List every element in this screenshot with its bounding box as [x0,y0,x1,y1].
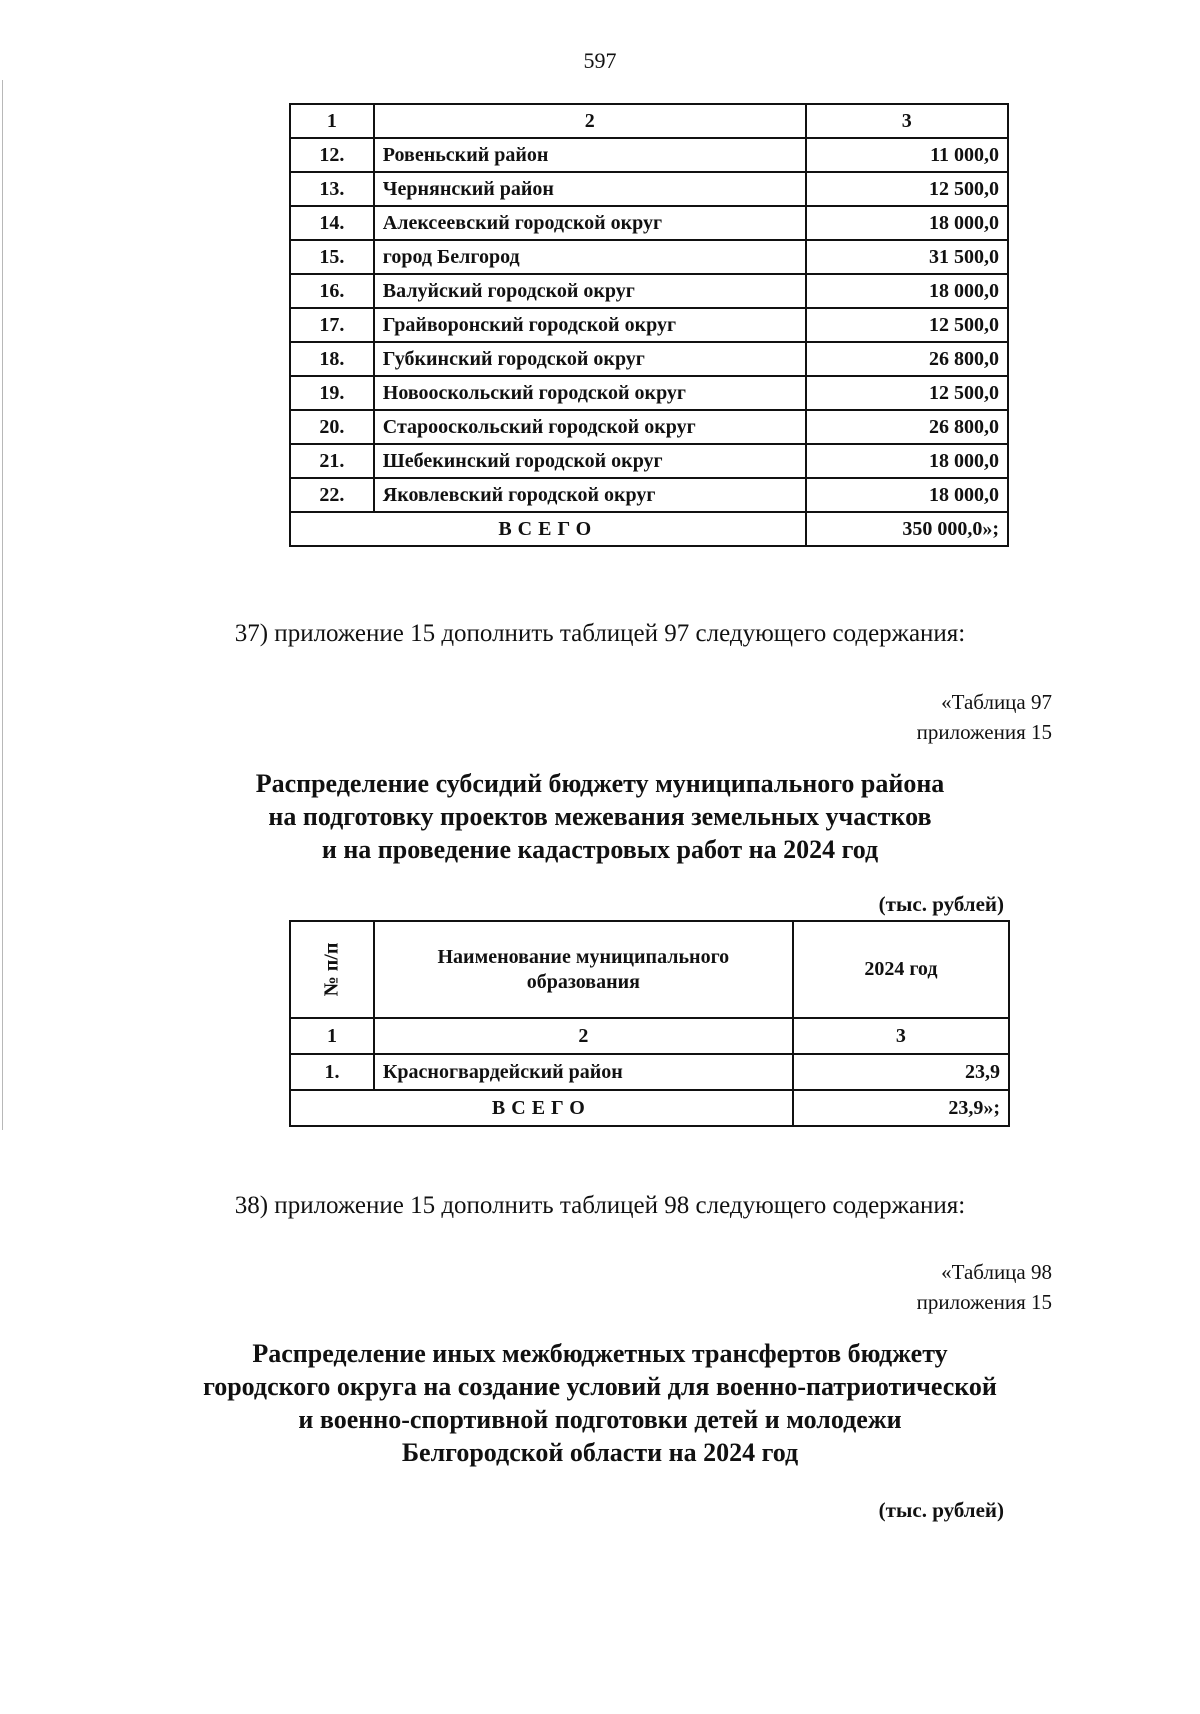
row-value: 26 800,0 [806,410,1008,444]
title-line-1: Распределение субсидий бюджету муниципального района [255,769,945,798]
table-97-label: «Таблица 97 [941,690,1052,714]
row-number: 15. [290,240,374,274]
table-row [290,1054,1009,1090]
row-name: Грайворонский городской округ [374,308,806,342]
row-name: Новооскольский городской округ [374,376,806,410]
table-total-row [290,512,1008,546]
row-value: 18 000,0 [806,444,1008,478]
appendix-15-label: приложения 15 [916,720,1052,744]
row-number: 13. [290,172,374,206]
row-number: 1. [290,1054,374,1090]
row-value: 18 000,0 [806,274,1008,308]
table-row [290,342,1008,376]
row-name: Яковлевский городской округ [374,478,806,512]
column-index-1: 1 [290,1018,374,1054]
table-97-title [0,767,1200,866]
row-name: Старооскольский городской округ [374,410,806,444]
scan-edge-line [2,80,3,1130]
table-row [290,240,1008,274]
total-label: ВСЕГО [290,1090,793,1126]
table-row [290,172,1008,206]
row-value: 12 500,0 [806,172,1008,206]
item-37-paragraph: 37) приложение 15 дополнить таблицей 97 следующего содержания: [234,620,966,647]
column-index-row [290,1018,1009,1054]
table-row [290,274,1008,308]
row-value: 23,9 [793,1054,1009,1090]
column-index-1: 1 [290,104,374,138]
row-name: Чернянский район [374,172,806,206]
column-index-3: 3 [793,1018,1009,1054]
row-value: 12 500,0 [806,308,1008,342]
table-row [290,206,1008,240]
table-97 [289,920,1010,1127]
row-value: 18 000,0 [806,206,1008,240]
total-value: 350 000,0»; [806,512,1008,546]
row-number: 12. [290,138,374,172]
column-year-header: 2024 год [793,921,1009,1018]
row-name: Губкинский городской округ [374,342,806,376]
page-number: 597 [583,48,617,73]
table-header-row [290,104,1008,138]
title-line-2: городского округа на создание условий для военно-патриотической [203,1372,997,1401]
total-label: ВСЕГО [290,512,806,546]
item-38-paragraph: 38) приложение 15 дополнить таблицей 98 следующего содержания: [234,1192,966,1219]
row-name: Алексеевский городской округ [374,206,806,240]
appendix-15-label: приложения 15 [916,1290,1052,1314]
row-name: Красногвардейский район [374,1054,793,1090]
row-number: 14. [290,206,374,240]
column-index-3: 3 [806,104,1008,138]
row-number: 17. [290,308,374,342]
row-value: 18 000,0 [806,478,1008,512]
units-label: (тыс. рублей) [878,892,1004,916]
row-name: Шебекинский городской округ [374,444,806,478]
row-name: город Белгород [374,240,806,274]
column-index-2: 2 [374,104,806,138]
title-line-4: Белгородской области на 2024 год [401,1438,799,1467]
table-row [290,478,1008,512]
table-97-reference [917,687,1052,747]
title-line-3: и военно-спортивной подготовки детей и молодежи [298,1405,902,1434]
table-row [290,444,1008,478]
table-row [290,410,1008,444]
column-index-2: 2 [374,1018,793,1054]
table-header-row [290,921,1009,1018]
number-header-text: № п/п [320,942,343,997]
title-line-2: на подготовку проектов межевания земельных участков [268,802,932,831]
title-line-1: Распределение иных межбюджетных трансфертов бюджету [252,1339,948,1368]
table-98-title [0,1337,1200,1469]
row-value: 26 800,0 [806,342,1008,376]
table-row [290,138,1008,172]
title-line-3: и на проведение кадастровых работ на 2024 год [321,835,879,864]
table-row [290,376,1008,410]
row-number: 19. [290,376,374,410]
units-label: (тыс. рублей) [878,1498,1004,1522]
table-98-label: «Таблица 98 [941,1260,1052,1284]
table-98-reference [917,1257,1052,1317]
row-number: 20. [290,410,374,444]
row-value: 11 000,0 [806,138,1008,172]
row-value: 12 500,0 [806,376,1008,410]
row-number: 16. [290,274,374,308]
row-name: Ровеньский район [374,138,806,172]
row-value: 31 500,0 [806,240,1008,274]
row-number: 21. [290,444,374,478]
total-value: 23,9»; [793,1090,1009,1126]
table-row [290,308,1008,342]
row-name: Валуйский городской округ [374,274,806,308]
column-number-header [290,921,374,1018]
table-total-row [290,1090,1009,1126]
column-name-header: Наименование муниципального образования [374,921,793,1018]
row-number: 22. [290,478,374,512]
row-number: 18. [290,342,374,376]
subsidy-table-continued [289,103,1009,547]
